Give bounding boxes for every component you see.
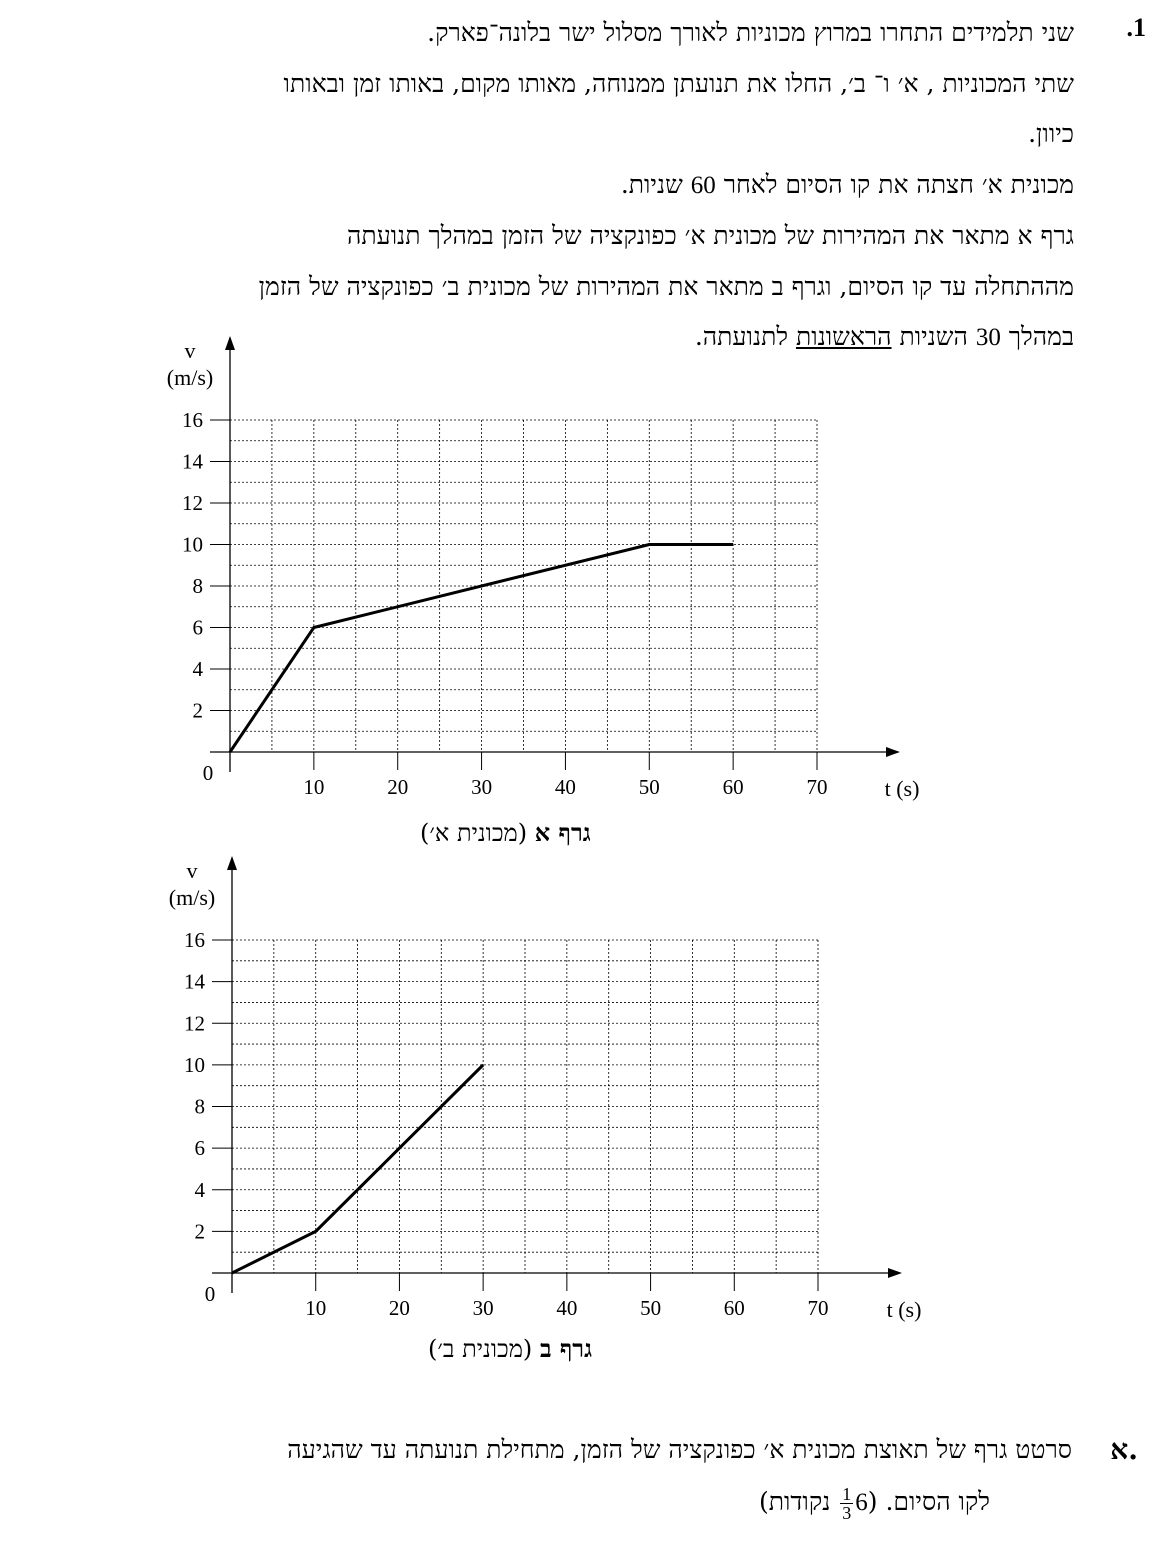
x-tick-label: 30 bbox=[472, 1296, 494, 1320]
caption-bold: גרף ב bbox=[539, 1334, 593, 1363]
finish-time-value: 60 bbox=[690, 171, 716, 199]
y-tick-label: 2 bbox=[194, 1219, 205, 1244]
y-tick-label: 16 bbox=[184, 928, 205, 952]
x-tick-label: 60 bbox=[723, 1296, 745, 1320]
x-tick-label: 40 bbox=[556, 1296, 578, 1320]
x-tick-label: 20 bbox=[387, 775, 409, 799]
part-letter: א. bbox=[1110, 1433, 1138, 1466]
text-fragment: השניות bbox=[891, 322, 976, 351]
caption-rest: (מכונית א׳) bbox=[420, 819, 535, 847]
y-tick-label: 8 bbox=[192, 574, 203, 598]
y-tick-label: 2 bbox=[192, 698, 203, 723]
text-fragment: נקודות) bbox=[759, 1487, 839, 1516]
problem-line: מההתחלה עד קו הסיום, וגרף ב מתאר את המהירות של מכונית ב׳ כפונקציה של הזמן bbox=[258, 271, 1074, 301]
x-tick-label: 60 bbox=[722, 775, 744, 799]
x-tick-label: 40 bbox=[554, 775, 576, 799]
y-tick-label: 10 bbox=[182, 532, 203, 557]
x-tick-label: 70 bbox=[806, 775, 828, 799]
y-tick-label: 6 bbox=[194, 1136, 205, 1161]
caption-bold: גרף א bbox=[534, 818, 591, 847]
part-a-line: סרטט גרף של תאוצת מכונית א׳ כפונקציה של הזמן, מתחילת תנועתה עד שהגיעה bbox=[287, 1435, 1072, 1464]
y-tick-label: 14 bbox=[182, 449, 203, 474]
part-a-text bbox=[42, 1424, 1072, 1529]
fraction-numerator: 1 bbox=[842, 1484, 852, 1504]
y-axis-label-v: v bbox=[186, 858, 198, 883]
question-number: .1 bbox=[1126, 13, 1146, 42]
x-tick-label: 50 bbox=[638, 775, 660, 799]
y-axis-label-v: v bbox=[184, 338, 196, 363]
part-a-line bbox=[42, 1476, 1072, 1529]
y-tick-label: 14 bbox=[184, 969, 205, 994]
y-tick-label: 10 bbox=[184, 1052, 205, 1077]
text-fragment: מכונית א׳ חצתה את קו הסיום לאחר bbox=[715, 169, 1074, 199]
graph-b-caption bbox=[428, 1334, 592, 1364]
origin-label: 0 bbox=[204, 1282, 216, 1306]
x-tick-label: 30 bbox=[471, 775, 493, 799]
underlined-word: הראשונות bbox=[795, 322, 892, 351]
fraction-denominator: 3 bbox=[842, 1503, 852, 1523]
y-tick-label: 8 bbox=[194, 1094, 205, 1119]
x-tick-label: 20 bbox=[388, 1296, 410, 1320]
x-axis-arrow bbox=[888, 1268, 902, 1278]
text-fragment: שניות. bbox=[620, 169, 691, 199]
y-tick-label: 16 bbox=[182, 408, 203, 432]
y-tick-label: 4 bbox=[192, 657, 203, 681]
x-axis-label: t (s) bbox=[884, 776, 920, 801]
y-axis-arrow bbox=[227, 856, 237, 870]
text-fragment: במהלך bbox=[1000, 322, 1074, 351]
x-tick-label: 50 bbox=[640, 1296, 662, 1320]
problem-line: כיוון. bbox=[1028, 119, 1074, 148]
problem-line: שני תלמידים התחרו במרוץ מכוניות לאורך מסלול ישר בלונה־פארק. bbox=[427, 18, 1074, 47]
text-fragment: לתנועתה. bbox=[694, 322, 796, 351]
first-seconds-value: 30 bbox=[975, 324, 1001, 351]
caption-rest: (מכונית ב׳) bbox=[428, 1335, 540, 1363]
points-whole: 6 bbox=[855, 1489, 868, 1516]
y-axis-label-unit: (m/s) bbox=[168, 885, 216, 910]
x-axis-label: t (s) bbox=[886, 1297, 922, 1322]
y-tick-label: 12 bbox=[182, 491, 203, 515]
problem-line: שתי המכוניות , א׳ ו־ ב׳, החלו את תנועתן ממנוחה, מאותו מקום, באותו זמן ובאותו bbox=[283, 68, 1074, 98]
points-fraction bbox=[840, 1485, 853, 1522]
x-tick-label: 10 bbox=[305, 1296, 327, 1320]
x-tick-label: 70 bbox=[807, 1296, 829, 1320]
y-axis-label-unit: (m/s) bbox=[166, 365, 214, 390]
origin-label: 0 bbox=[202, 761, 214, 785]
x-tick-label: 10 bbox=[303, 775, 325, 799]
y-tick-label: 6 bbox=[192, 615, 203, 640]
text-fragment: לקו הסיום. ( bbox=[867, 1487, 990, 1516]
y-tick-label: 4 bbox=[194, 1177, 205, 1202]
problem-line: גרף א מתאר את המהירות של מכונית א׳ כפונקציה של הזמן במהלך תנועתה bbox=[346, 221, 1074, 250]
y-tick-label: 12 bbox=[184, 1011, 205, 1036]
